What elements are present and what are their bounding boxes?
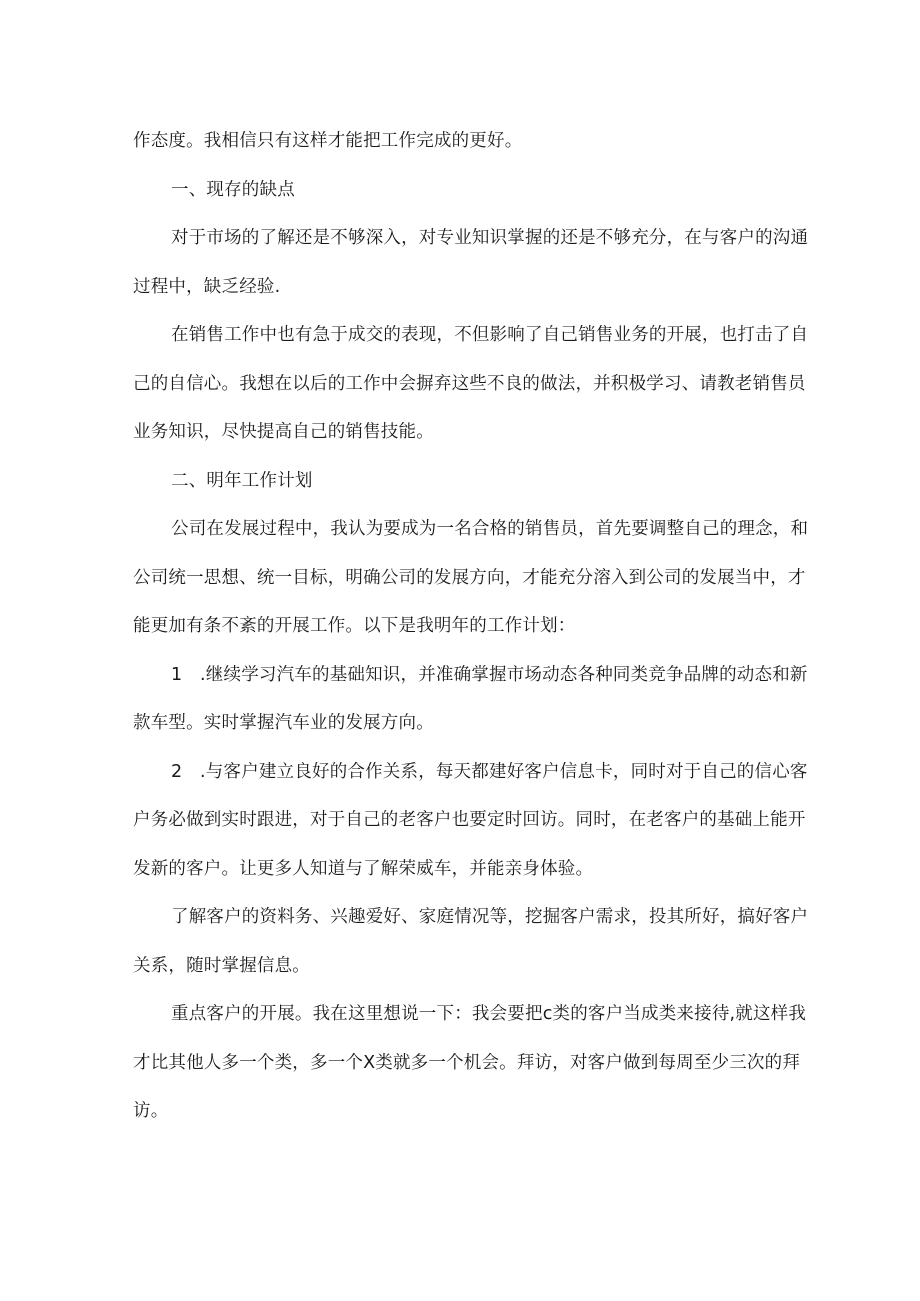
paragraph xyxy=(133,651,808,748)
paragraph-line: 2 .与客户建立良好的合作关系，每天都建好客户信息卡，同时对于自己的信心客 xyxy=(171,761,808,782)
paragraph xyxy=(133,117,793,166)
paragraph-line: 关系，随时掌握信息。 xyxy=(133,955,310,976)
paragraph-line: 重点客户的开展。我在这里想说一下：我会要把c类的客户当成类来接待,就这样我 xyxy=(171,1004,807,1024)
paragraph-line: 己的自信心。我想在以后的工作中会摒弃这些不良的做法，并积极学习、请教老销售员 xyxy=(133,373,806,394)
paragraph-line: 公司统一思想、统一目标，明确公司的发展方向，才能充分溶入到公司的发展当中，才 xyxy=(133,567,806,588)
paragraph xyxy=(133,214,809,311)
section-heading xyxy=(133,166,793,215)
paragraph xyxy=(133,748,808,894)
paragraph-line: 公司在发展过程中，我认为要成为一名合格的销售员，首先要调整自己的理念，和 xyxy=(171,519,809,539)
paragraph-line: 对于市场的了解还是不够深入，对专业知识掌握的还是不够充分，在与客户的沟通 xyxy=(171,228,809,248)
paragraph-line: 款车型。实时掌握汽车业的发展方向。 xyxy=(133,713,434,733)
paragraph xyxy=(133,893,809,990)
paragraph xyxy=(133,990,807,1136)
paragraph-line: 发新的客户。让更多人知道与了解荣威车，并能亲身体验。 xyxy=(133,858,594,879)
heading-text: 二、明年工作计划 xyxy=(171,470,313,491)
section-heading xyxy=(133,457,793,506)
paragraph xyxy=(133,505,809,651)
paragraph-line: 才比其他人多一个类，多一个X类就多一个机会。拜访，对客户做到每周至少三次的拜 xyxy=(133,1052,801,1073)
paragraph xyxy=(133,311,809,457)
paragraph-line: 访。 xyxy=(133,1101,169,1121)
paragraph-line: 业务知识，尽快提高自己的销售技能。 xyxy=(133,422,434,442)
paragraph-line: 户务必做到实时跟进，对于自己的老客户也要定时回访。同时，在老客户的基础上能开 xyxy=(133,810,806,830)
paragraph-line: 能更加有条不紊的开展工作。以下是我明年的工作计划： xyxy=(133,616,576,636)
paragraph-line: 1 .继续学习汽车的基础知识，并准确掌握市场动态各种同类竞争品牌的动态和新 xyxy=(171,664,808,685)
paragraph-line: 在销售工作中也有急于成交的表现，不但影响了自己销售业务的开展，也打击了自 xyxy=(171,325,809,345)
paragraph-line: 作态度。我相信只有这样才能把工作完成的更好。 xyxy=(133,131,523,151)
document-body xyxy=(133,117,809,1136)
paragraph-line: 过程中，缺乏经验. xyxy=(133,276,281,297)
heading-text: 一、现存的缺点 xyxy=(171,179,295,200)
paragraph-line: 了解客户的资料务、兴趣爱好、家庭情况等，挖掘客户需求，投其所好，搞好客户 xyxy=(171,907,809,927)
